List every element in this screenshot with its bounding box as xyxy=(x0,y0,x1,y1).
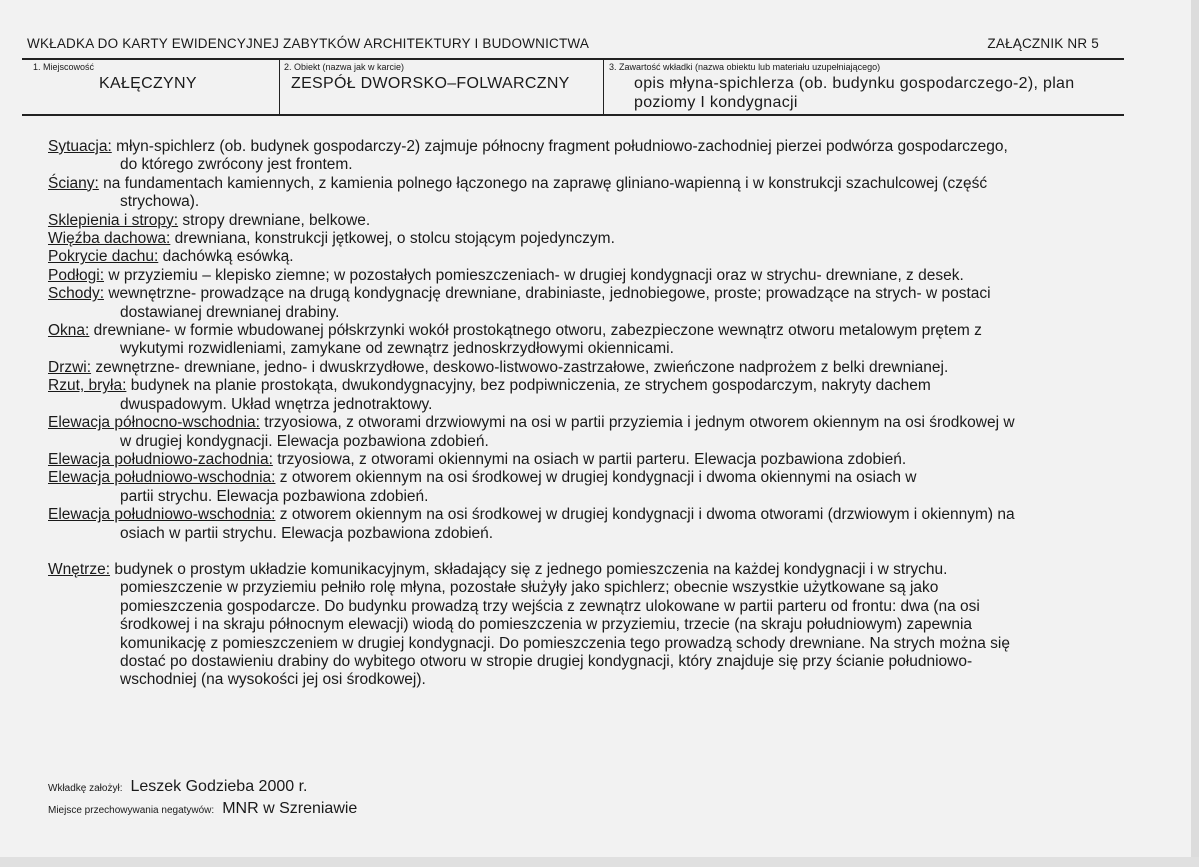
header-rule-top xyxy=(22,58,1124,60)
entry-8 xyxy=(48,359,1128,377)
entry-text-line: dwuspadowym. Układ wnętrza jednotraktowy. xyxy=(120,395,433,413)
appendix-number: ZAŁĄCZNIK NR 5 xyxy=(987,36,1099,51)
negatives-value: MNR w Szreniawie xyxy=(222,800,358,817)
entry-label: Sytuacja: xyxy=(48,138,112,155)
entry-4 xyxy=(48,248,1128,266)
entry-text-line: trzyosiowa, z otworami okiennymi na osiach w partii parteru. Elewacja pozbawiona zdobień. xyxy=(277,450,907,468)
scan-edge-right xyxy=(1191,0,1199,867)
entry-text-line: wschodniej (na wysokości jej osi środkowej). xyxy=(120,671,426,689)
entry-text-line: pomieszczenie w przyziemiu pełniło rolę młyna, pozostałe służyły jako spichlerz; obecnie wszystkie użytkowane są jako xyxy=(120,579,939,597)
field-object xyxy=(278,62,602,114)
entry-text-line: budynek na planie prostokąta, dwukondygnacyjny, bez podpiwniczenia, ze strychem gospodarczym, nakryty dachem xyxy=(130,377,931,395)
entry-label: Podłogi: xyxy=(48,266,105,284)
entry-text-line: osiach w partii strychu. Elewacja pozbawiona zdobień. xyxy=(120,524,494,542)
field-locality xyxy=(27,62,277,114)
field-contents-value-line-2: poziomy I kondygnacji xyxy=(634,94,798,111)
entry-label: Elewacja południowo-wschodnia: xyxy=(48,506,276,524)
entry-text-line: stropy drewniane, belkowe. xyxy=(182,211,371,229)
entry-label: Sklepienia i stropy: xyxy=(48,211,179,229)
entry-9 xyxy=(48,377,1128,414)
entry-text-line: do którego zwrócony jest frontem. xyxy=(120,156,353,174)
entry-label: Elewacja południowo-wschodnia: xyxy=(48,469,276,487)
entry-13 xyxy=(48,506,1128,543)
entry-text-line: na fundamentach kamiennych, z kamienia polnego łączonego na zaprawę gliniano-wapienną i w konstrukcji szachulcowej (część xyxy=(103,174,988,192)
footer-author xyxy=(48,778,307,796)
field-locality-caption: 1. Miejscowość xyxy=(33,62,95,72)
form-header xyxy=(27,36,1127,54)
field-contents-caption: 3. Zawartość wkładki (nazwa obiektu lub materiału uzupełniającego) xyxy=(609,62,881,72)
entry-label: Drzwi: xyxy=(48,358,92,376)
entry-text-line: komunikację z pomieszczeniem w drugiej kondygnacji. Do pomieszczenia tego prowadzą schody drewniane. Na strych można się xyxy=(120,634,1010,652)
entry-label: Elewacja południowo-zachodnia: xyxy=(48,450,273,468)
entry-label: Schody: xyxy=(48,285,105,303)
entry-label: Elewacja północno-wschodnia: xyxy=(48,414,260,432)
entry-text-line: budynek o prostym układzie komunikacyjnym, składający się z jednego pomieszczenia na każdej kondygnacji i w strychu. xyxy=(114,560,948,578)
entry-0 xyxy=(48,138,1128,175)
author-caption: Wkładkę założył: xyxy=(48,783,123,794)
field-contents-value-line-1: opis młyna-spichlerza (ob. budynku gospodarczego-2), plan xyxy=(634,75,1075,92)
entry-11 xyxy=(48,451,1128,469)
entry-label: Rzut, bryła: xyxy=(48,377,127,395)
footer-negatives xyxy=(48,800,357,818)
entry-2 xyxy=(48,212,1128,230)
entry-text-line: w przyziemiu – klepisko ziemne; w pozostałych pomieszczeniach- w drugiej kondygnacji oraz w strychu- drewniane, z desek. xyxy=(108,266,964,284)
entry-label: Wnętrze: xyxy=(48,560,111,578)
entry-5 xyxy=(48,267,1128,285)
entry-text-line: drewniana, konstrukcji jętkowej, o stolcu stojącym pojedynczym. xyxy=(174,230,615,248)
entry-text-line: środkowej i na skraju północnym elewacji) wiodą do pomieszczenia w przyziemiu, trzecie (na skraju południowym) zapewnia xyxy=(120,616,973,634)
entry-text-line: z otworem okiennym na osi środkowej w drugiej kondygnacji i dwoma okiennymi na osiach w xyxy=(279,469,917,487)
form-title: WKŁADKA DO KARTY EWIDENCYJNEJ ZABYTKÓW ARCHITEKTURY I BUDOWNICTWA xyxy=(27,36,590,51)
entry-text-line: zewnętrzne- drewniane, jedno- i dwuskrzydłowe, deskowo-listwowo-zastrzałowe, zwieńczone nadprożem z belki drewnianej. xyxy=(95,358,949,376)
entry-text-line: w drugiej kondygnacji. Elewacja pozbawiona zdobień. xyxy=(120,432,489,450)
entry-text-line: dachówką esówką. xyxy=(162,248,294,266)
entry-label: Ściany: xyxy=(48,174,99,192)
entry-text-line: trzyosiowa, z otworami drzwiowymi na osi w partii przyziemia i jednym otworem okiennym na osi środkowej w xyxy=(264,414,1015,432)
header-rule-bottom xyxy=(22,114,1124,116)
entry-text-line: wewnętrzne- prowadzące na drugą kondygnację drewniane, drabiniaste, jednobiegowe, proste; prowadzące na strych- w postaci xyxy=(108,285,991,303)
entry-label: Pokrycie dachu: xyxy=(48,248,159,266)
negatives-caption: Miejsce przechowywania negatywów: xyxy=(48,805,215,816)
scan-edge-bottom xyxy=(0,857,1199,867)
field-object-caption: 2. Obiekt (nazwa jak w karcie) xyxy=(284,62,405,72)
entry-text-line: młyn-spichlerz (ob. budynek gospodarczy-2) zajmuje północny fragment południowo-zachodniej pierzei podwórza gospodarczego, xyxy=(116,138,1008,155)
entry-1 xyxy=(48,175,1128,212)
entry-text-line: strychowa). xyxy=(120,193,200,211)
entry-text-line: pomieszczenia gospodarcze. Do budynku prowadzą trzy wejścia z zewnątrz ulokowane w partii parteru od frontu: dwa (na osi xyxy=(120,597,980,615)
entry-text-line: z otworem okiennym na osi środkowej w drugiej kondygnacji i dwoma otworami (drzwiowym i okiennym) na xyxy=(279,506,1015,524)
entry-12 xyxy=(48,469,1128,506)
entry-text-line: dostawianej drewnianej drabiny. xyxy=(120,303,340,321)
entry-text-line: partii strychu. Elewacja pozbawiona zdobień. xyxy=(120,487,429,505)
entry-7 xyxy=(48,322,1128,359)
field-contents xyxy=(603,62,1123,114)
entry-label: Więźba dachowa: xyxy=(48,230,171,248)
entry-label: Okna: xyxy=(48,322,90,340)
entry-10 xyxy=(48,414,1128,451)
entry-text-line: dostać po dostawieniu drabiny do wybitego otworu w stropie drugiej kondygnacji, który znajduje się przy ścianie południowo- xyxy=(120,652,973,670)
description-body xyxy=(48,138,1128,690)
entry-3 xyxy=(48,230,1128,248)
entry-6 xyxy=(48,285,1128,322)
field-locality-value: KAŁĘCZYNY xyxy=(99,75,197,92)
entry-14 xyxy=(48,561,1128,690)
entry-text-line: drewniane- w formie wbudowanej półskrzynki wokół prostokątnego otworu, zabezpieczone wewnątrz otworu metalowym prętem z xyxy=(93,322,982,340)
field-object-value: ZESPÓŁ DWORSKO–FOLWARCZNY xyxy=(291,75,570,92)
author-value: Leszek Godzieba 2000 r. xyxy=(130,778,308,795)
entry-text-line: wykutymi rozwidleniami, zamykane od zewnątrz jednoskrzydłowymi okiennicami. xyxy=(120,340,674,358)
